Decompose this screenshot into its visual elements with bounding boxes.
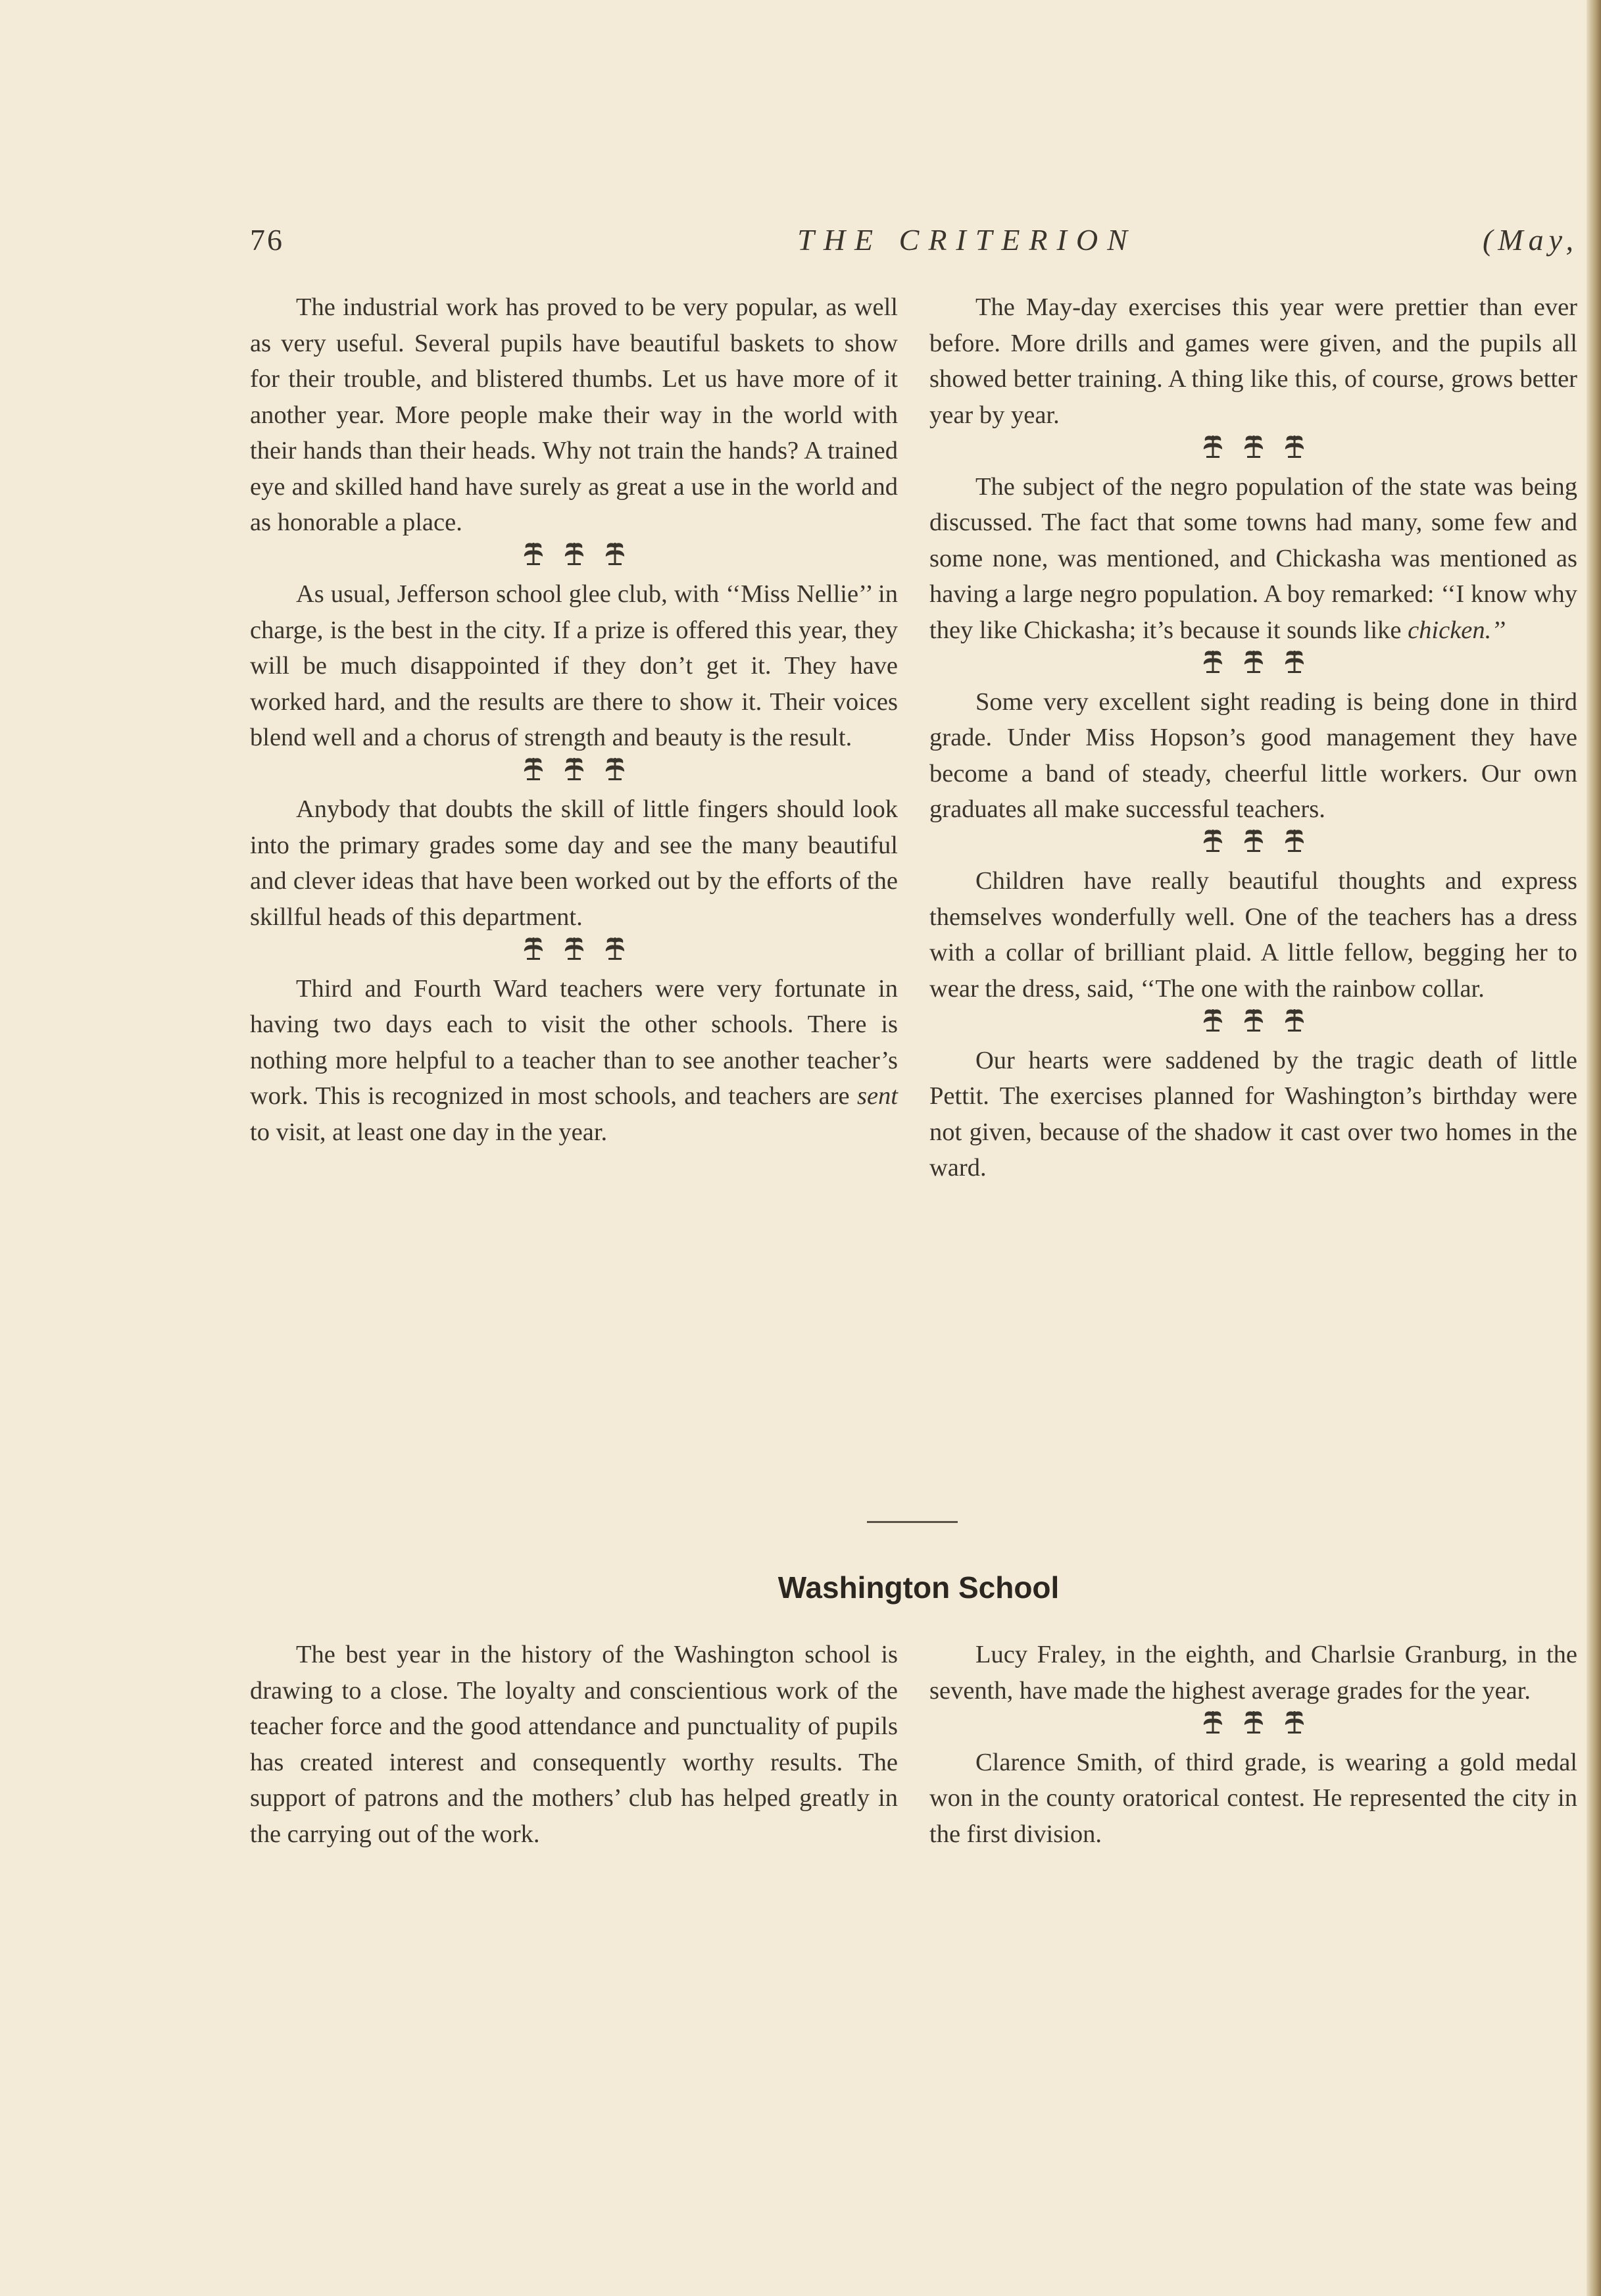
fleuron-icon (1281, 648, 1308, 685)
paragraph (929, 469, 1577, 649)
fleuron-icon (1281, 827, 1308, 864)
paragraph: Anybody that doubts the skill of little fingers should look into the primary grades some day and see the many beautiful and clever ideas that have been worked out by the efforts of the skillful heads of this department. (250, 795, 898, 931)
fleuron-icon (1241, 433, 1267, 470)
paragraph: Our hearts were saddened by the tragic death of little Pettit. The exercises planned for Washington’s birthday were not given, because of the shadow it cast over two homes in the ward. (929, 1046, 1577, 1182)
paragraph: The May-day exercises this year were prettier than ever before. More drills and games were given, and the pupils all showed better training. A thing like this, of course, grows better year by year. (929, 293, 1577, 429)
fleuron-icon (1281, 1709, 1308, 1745)
column-bottom-right (929, 1637, 1577, 1852)
text-run: to visit, at least one day in the year. (250, 1118, 608, 1146)
paragraph: Lucy Fraley, in the eighth, and Charlsie Granburg, in the seventh, have made the highest average grades for the year. (929, 1641, 1577, 1705)
fleuron-icon (602, 540, 628, 577)
ornament-divider (929, 433, 1577, 469)
column-bottom-left (250, 1637, 898, 1852)
fleuron-icon (520, 755, 547, 792)
fleuron-icon (561, 540, 587, 577)
paragraph: Clarence Smith, of third grade, is wearing a gold medal won in the county oratorical contest. He represented the city in the first division. (929, 1748, 1577, 1848)
page-edge (1587, 0, 1601, 2296)
fleuron-icon (1200, 433, 1226, 470)
fleuron-icon (520, 935, 547, 972)
page-number: 76 (250, 223, 284, 257)
publication-title: THE CRITERION (797, 223, 1137, 257)
paragraph: The industrial work has proved to be very popular, as well as very useful. Several pupils have beautiful baskets to show for their trouble, and blistered thumbs. Let us have more of it another year. More people make their way in the world with their hands than their heads. Why not train the hands? A trained eye and skilled hand have surely as great a use in the world and as honorable a place. (250, 293, 898, 536)
fleuron-icon (1200, 827, 1226, 864)
paragraph (250, 971, 898, 1151)
fleuron-icon (1241, 1709, 1267, 1745)
column-top-left (250, 289, 898, 1150)
fleuron-icon (1281, 1007, 1308, 1043)
fleuron-icon (602, 755, 628, 792)
fleuron-icon (1200, 648, 1226, 685)
fleuron-icon (1281, 433, 1308, 470)
section-divider-rule (867, 1521, 958, 1523)
fleuron-icon (1200, 1007, 1226, 1043)
paragraph: Children have really beautiful thoughts and express themselves wonderfully well. One of the teachers has a dress with a collar of brilliant plaid. A little fellow, begging her to wear the dress, said, ‘‘The one with the rainbow collar. (929, 867, 1577, 1003)
ornament-divider (250, 541, 898, 577)
ornament-divider (929, 828, 1577, 864)
fleuron-icon (1241, 648, 1267, 685)
text-run: Third and Fourth Ward teachers were very fortunate in having two days each to visit the other schools. There is nothing more helpful to a teacher than to see another teacher’s work. This is recognized in most schools, and teachers are (250, 974, 898, 1110)
text-run: The subject of the negro population of the state was being discussed. The fact that some towns had many, some few and some none, was mentioned, and Chickasha was mentioned as having a large negro population. A boy remarked: ‘‘I know why they like Chickasha; it’s because it sounds like (929, 472, 1577, 644)
fleuron-icon (1241, 827, 1267, 864)
paragraph: Some very excellent sight reading is being done in third grade. Under Miss Hopson’s good management they have become a band of steady, cheerful little workers. Our own graduates all make successful teachers. (929, 687, 1577, 823)
fleuron-icon (520, 540, 547, 577)
fleuron-icon (561, 755, 587, 792)
ornament-divider (929, 1709, 1577, 1745)
ornament-divider (250, 756, 898, 792)
italic-text: sent (856, 1082, 898, 1110)
page-header (250, 222, 1579, 268)
fleuron-icon (1200, 1709, 1226, 1745)
section-heading: Washington School (777, 1570, 1060, 1605)
issue-month: (May, (1482, 223, 1579, 257)
paragraph: The best year in the history of the Washington school is drawing to a close. The loyalty and conscientious work of the teacher force and the good attendance and punctuality of pupils has created interest and consequently worthy results. The support of patrons and the mothers’ club has helped greatly in the carrying out of the work. (250, 1641, 898, 1848)
column-top-right (929, 289, 1577, 1186)
ornament-divider (250, 935, 898, 971)
paragraph: As usual, Jefferson school glee club, with ‘‘Miss Nellie’’ in charge, is the best in the city. If a prize is offered this year, they will be much disappointed if they don’t get it. They have worked hard, and the results are there to show it. Their voices blend well and a chorus of strength and beauty is the result. (250, 580, 898, 751)
ornament-divider (929, 1007, 1577, 1043)
italic-text: chicken.’’ (1408, 616, 1506, 644)
fleuron-icon (602, 935, 628, 972)
fleuron-icon (561, 935, 587, 972)
fleuron-icon (1241, 1007, 1267, 1043)
ornament-divider (929, 648, 1577, 684)
